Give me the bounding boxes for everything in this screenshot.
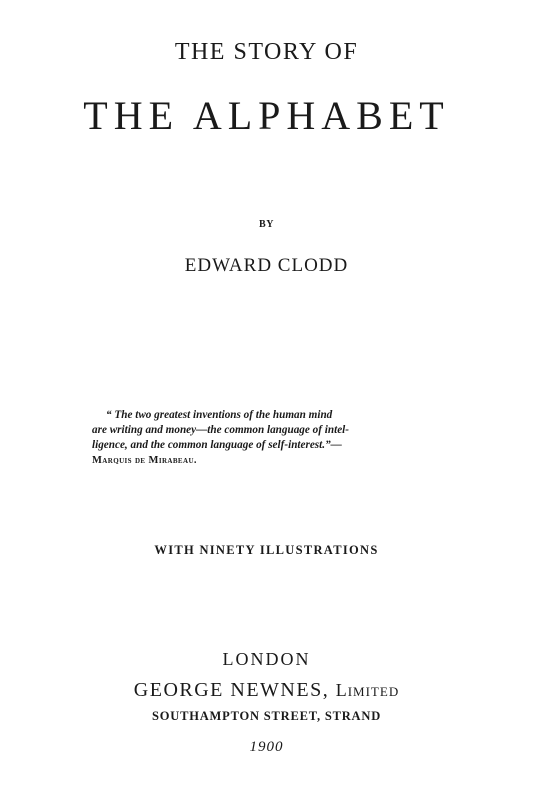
illustrations-note: WITH NINETY ILLUSTRATIONS bbox=[154, 543, 379, 557]
epigraph-line: ligence, and the common language of self-interest.”— bbox=[92, 439, 342, 451]
imprint-publisher bbox=[0, 680, 533, 700]
epigraph-attribution: Marquis de Mirabeau. bbox=[92, 455, 197, 466]
imprint-address: SOUTHAMPTON STREET, STRAND bbox=[151, 709, 382, 723]
book-title: THE ALPHABET bbox=[83, 93, 450, 138]
imprint-year: 1900 bbox=[249, 739, 284, 755]
publisher-suffix: Limited bbox=[335, 680, 400, 700]
title-line-1: THE STORY OF bbox=[174, 39, 359, 65]
epigraph-line: “ The two greatest inventions of the human mind bbox=[106, 409, 333, 421]
publisher-name: GEORGE NEWNES, bbox=[133, 679, 330, 701]
imprint-city: LONDON bbox=[222, 649, 311, 669]
epigraph bbox=[92, 408, 444, 468]
byline-by: BY bbox=[259, 219, 274, 230]
author-name: EDWARD CLODD bbox=[184, 255, 349, 276]
epigraph-line: are writing and money—the common language of intel- bbox=[92, 424, 350, 436]
